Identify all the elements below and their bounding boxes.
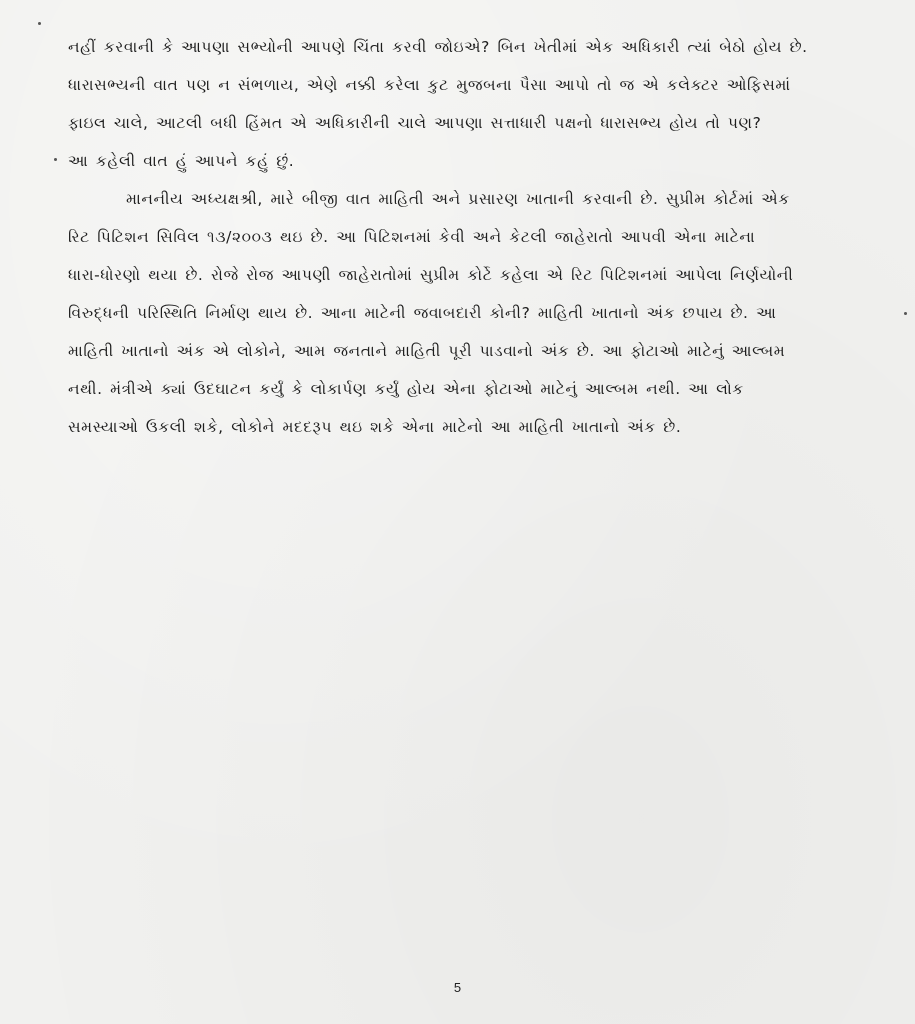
scan-speck bbox=[904, 312, 907, 315]
text-line: ફાઇલ ચાલે, આટલી બધી હિંમત એ અધિકારીની ચાલે આપણા સત્તાધારી પક્ષનો ધારાસભ્ય હોય તો પણ? bbox=[68, 114, 762, 132]
scan-speck bbox=[54, 158, 57, 161]
scan-speck bbox=[38, 22, 41, 25]
text-line: ધારાસભ્યની વાત પણ ન સંભળાય, એણે નક્કી કરેલા કુટ મુજબના પૈસા આપો તો જ એ કલેક્ટર ઓફિસમાં bbox=[68, 76, 791, 94]
text-line: ધારા-ધોરણો થયા છે. રોજે રોજ આપણી જાહેરાતોમાં સુપ્રીમ કોર્ટે કહેલા એ રિટ પિટિશનમાં આપેલા નિર્ણયોની bbox=[68, 266, 794, 284]
text-line: માહિતી ખાતાનો અંક એ લોકોને, આમ જનતાને માહિતી પૂરી પાડવાનો અંક છે. આ ફોટાઓ માટેનું આલ્બમ bbox=[68, 342, 786, 360]
text-line: આ કહેલી વાત હું આપને કહું છું. bbox=[68, 152, 295, 170]
text-line: નથી. મંત્રીએ ક્યાં ઉદઘાટન કર્યું કે લોકાર્પણ કર્યું હોય એના ફોટાઓ માટેનું આલ્બમ નથી. આ લોક bbox=[68, 380, 744, 398]
text-line: રિટ પિટિશન સિવિલ ૧૩/૨૦૦૩ થઇ છે. આ પિટિશનમાં કેવી અને કેટલી જાહેરાતો આપવી એના માટેના bbox=[68, 228, 756, 246]
text-line: વિરુદ્ધની પરિસ્થિતિ નિર્માણ થાય છે. આના માટેની જવાબદારી કોની? માહિતી ખાતાનો અંક છપાય છે. આ bbox=[68, 304, 777, 322]
text-line: માનનીય અધ્યક્ષશ્રી, મારે બીજી વાત માહિતી અને પ્રસારણ ખાતાની કરવાની છે. સુપ્રીમ કોર્ટમાં એક bbox=[126, 190, 790, 208]
text-line: સમસ્યાઓ ઉકલી શકે, લોકોને મદદરૂપ થઇ શકે એના માટેનો આ માહિતી ખાતાનો અંક છે. bbox=[68, 418, 682, 436]
document-body bbox=[68, 28, 888, 446]
page-number: 5 bbox=[453, 980, 462, 995]
text-line: નહીં કરવાની કે આપણા સભ્યોની આપણે ચિંતા કરવી જોઇએ? બિન ખેતીમાં એક અધિકારી ત્યાં બેઠો હોય છે. bbox=[68, 38, 808, 56]
